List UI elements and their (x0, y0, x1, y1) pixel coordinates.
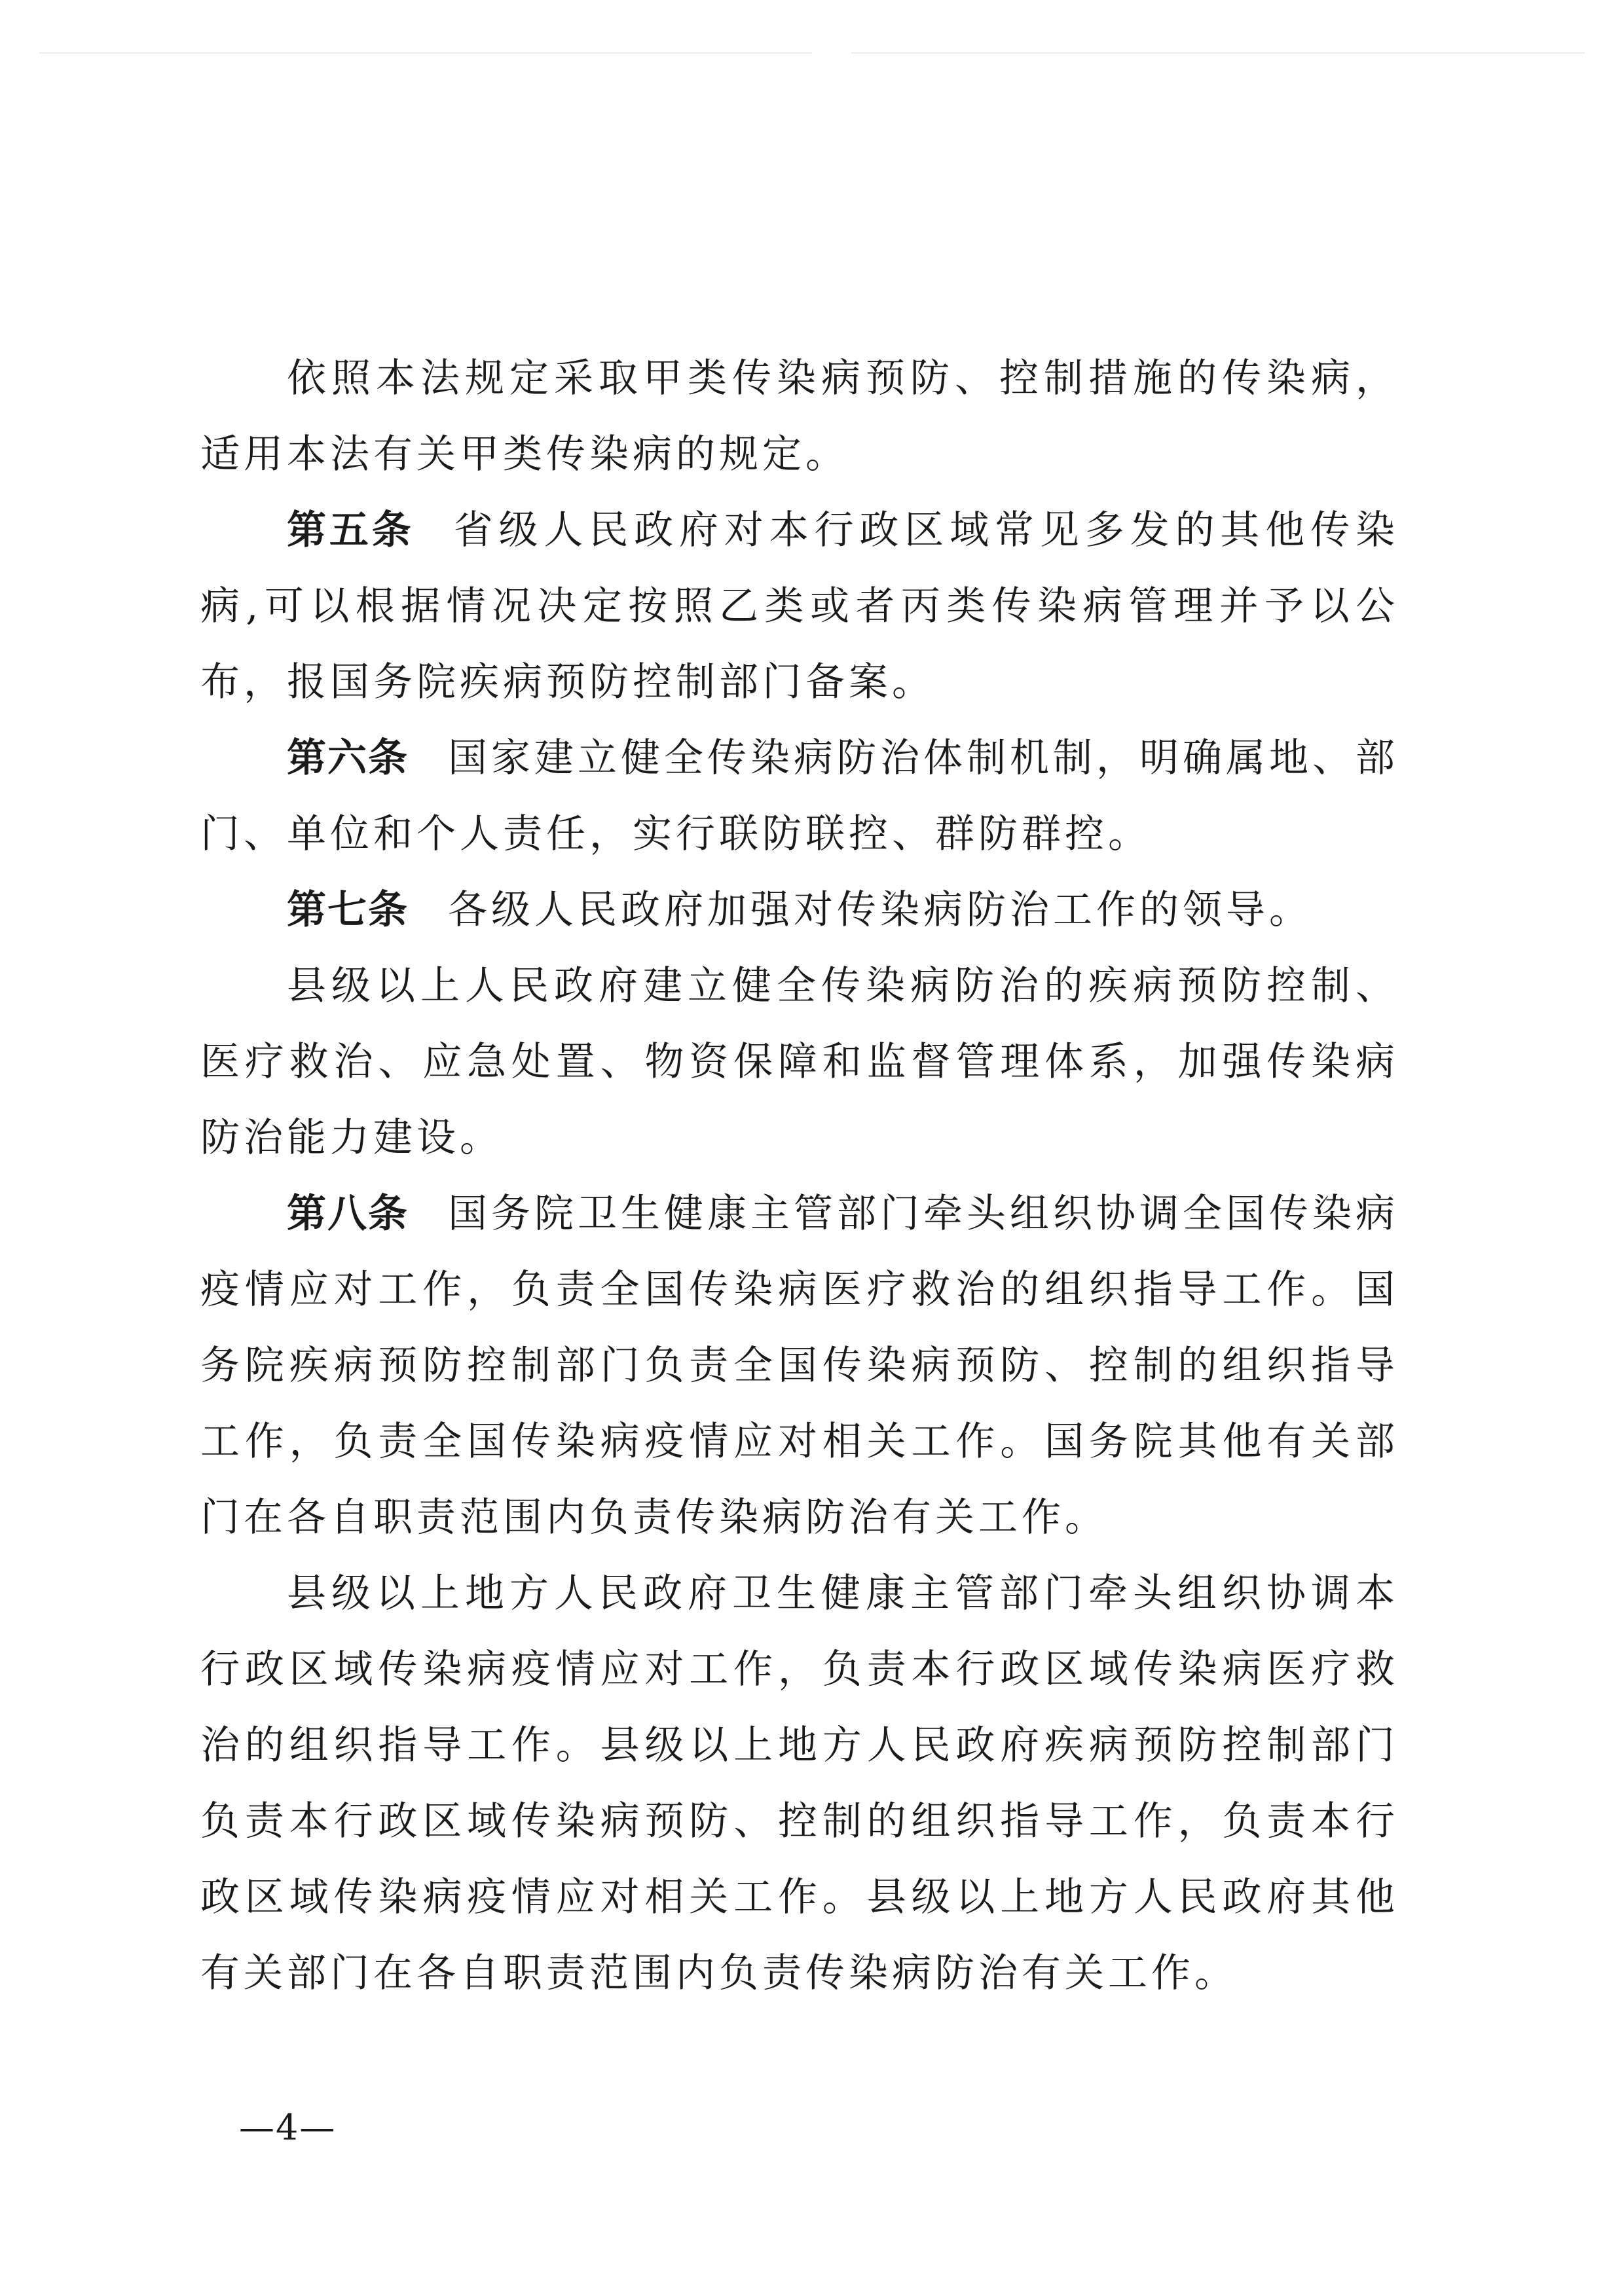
article-paragraph (200, 492, 1399, 720)
article-paragraph (200, 720, 1399, 872)
paragraph-text: 依照本法规定采取甲类传染病预防、控制措施的传染病，适用本法有关甲类传染病的规定。 (200, 355, 1399, 477)
paragraph-text: 县级以上人民政府建立健全传染病防治的疾病预防控制、医疗救治、应急处置、物资保障和监督管理体系，加强传染病防治能力建设。 (200, 963, 1399, 1161)
document-body (200, 340, 1399, 2011)
article-paragraph (200, 1176, 1399, 1556)
paragraph-text: 省级人民政府对本行政区域常见多发的其他传染病,可以根据情况决定按照乙类或者丙类传染病管理并予以公布，报国务院疾病预防控制部门备案。 (200, 507, 1399, 705)
article-paragraph (200, 872, 1399, 948)
paragraph (200, 948, 1399, 1176)
paragraph-text: 县级以上地方人民政府卫生健康主管部门牵头组织协调本行政区域传染病疫情应对工作，负责本行政区域传染病医疗救治的组织指导工作。县级以上地方人民政府疾病预防控制部门负责本行政区域传染病预防、控制的组织指导工作，负责本行政区域传染病疫情应对相关工作。县级以上地方人民政府其他有关部门在各自职责范围内负责传染病防治有关工作。 (200, 1571, 1399, 1996)
article-label: 第七条 (287, 887, 409, 933)
scan-edge-line (39, 52, 812, 54)
paragraph-text: 国家建立健全传染病防治体制机制，明确属地、部门、单位和个人责任，实行联防联控、群防群控。 (200, 735, 1399, 857)
article-label: 第八条 (287, 1191, 409, 1237)
article-label: 第六条 (287, 735, 409, 781)
paragraph-text: 国务院卫生健康主管部门牵头组织协调全国传染病疫情应对工作，负责全国传染病医疗救治的组织指导工作。国务院疾病预防控制部门负责全国传染病预防、控制的组织指导工作，负责全国传染病疫情应对相关工作。国务院其他有关部门在各自职责范围内负责传染病防治有关工作。 (200, 1191, 1399, 1540)
scan-edge-line (851, 52, 1585, 54)
paragraph (200, 1556, 1399, 2011)
paragraph-text: 各级人民政府加强对传染病防治工作的领导。 (448, 887, 1312, 933)
article-label: 第五条 (287, 507, 415, 553)
page-number: —4— (239, 2107, 337, 2148)
paragraph (200, 340, 1399, 492)
